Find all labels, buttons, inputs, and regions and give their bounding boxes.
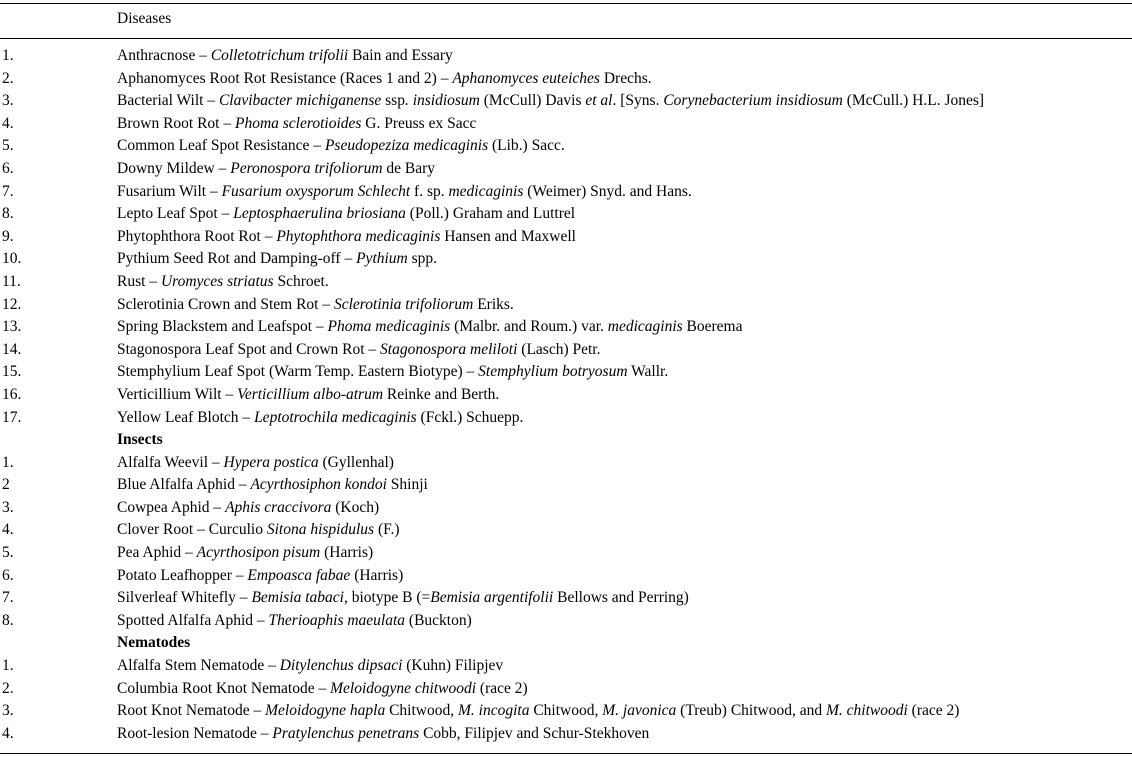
scientific-name: Phoma medicaginis: [327, 318, 451, 336]
table-row: [0, 519, 1132, 542]
table-row: [0, 678, 1132, 701]
scientific-name: Ditylenchus dipsaci: [279, 657, 403, 675]
text-segment: Rust –: [117, 272, 161, 290]
table-row: [0, 587, 1132, 610]
scientific-name: M. chitwoodi: [825, 702, 908, 720]
row-number: 1.: [2, 47, 14, 64]
table-row: [0, 203, 1132, 226]
text-segment: (Kuhn) Filipjev: [402, 657, 504, 675]
section-heading: Insects: [117, 431, 163, 449]
scientific-name: Sclerotinia trifoliorum: [333, 295, 474, 313]
row-number: 5.: [2, 137, 14, 155]
text-segment: Pea Aphid –: [117, 544, 197, 562]
scientific-name: Pseudopeziza medicaginis: [324, 137, 489, 155]
scientific-name: Bemisia argentifolii: [430, 589, 554, 607]
row-number: 5.: [2, 544, 14, 562]
row-number: 4.: [2, 114, 14, 132]
row-number: 14.: [2, 340, 22, 358]
scientific-name: Colletotrichum trifolii: [210, 47, 349, 64]
text-segment: Potato Leafhopper –: [117, 566, 248, 584]
row-text: [117, 452, 394, 474]
row-number: 7.: [2, 589, 14, 607]
row-text: [117, 723, 649, 745]
row-number: 2.: [2, 679, 14, 697]
row-text: [117, 294, 514, 316]
row-number: 4.: [2, 724, 14, 742]
text-segment: Eriks.: [473, 295, 514, 313]
text-segment: Stagonospora Leaf Spot and Crown Rot –: [117, 340, 381, 358]
table-row: [0, 474, 1132, 497]
table-top-rule: [0, 3, 1132, 4]
text-segment: (Poll.) Graham and Luttrel: [405, 205, 576, 223]
scientific-name: medicaginis: [607, 318, 683, 336]
row-text: [117, 158, 435, 180]
row-text: [117, 271, 329, 293]
text-segment: Aphanomyces Root Rot Resistance (Races 1 and 2) –: [117, 69, 453, 87]
scientific-name: et al: [585, 92, 613, 110]
row-text: [117, 90, 984, 112]
scientific-name: Stagonospora meliloti: [380, 340, 518, 358]
row-number: 7.: [2, 182, 14, 200]
row-text: [117, 135, 565, 157]
text-segment: (McCull) Davis: [479, 92, 586, 110]
scientific-name: Meloidogyne hapla: [265, 702, 386, 720]
row-text: [117, 655, 503, 677]
row-number: 1.: [2, 657, 14, 675]
table-row: [0, 542, 1132, 565]
text-segment: (Treub) Chitwood, and: [676, 702, 826, 720]
scientific-name: Leptotrochila medicaginis: [254, 408, 417, 426]
text-segment: Phytophthora Root Rot –: [117, 227, 277, 245]
table-row: [0, 384, 1132, 407]
row-text: [117, 203, 575, 225]
text-segment: Bellows and Perring): [553, 589, 689, 607]
text-segment: (Fckl.) Schuepp.: [416, 408, 524, 426]
text-segment: Alfalfa Stem Nematode –: [117, 657, 280, 675]
table-row: [0, 700, 1132, 723]
row-text: [117, 45, 453, 67]
text-segment: (Harris): [320, 544, 374, 562]
text-segment: (race 2): [907, 702, 960, 720]
row-number: 2.: [2, 69, 14, 87]
text-segment: Schroet.: [273, 272, 329, 290]
row-text: [117, 248, 437, 270]
text-segment: . [Syns.: [612, 92, 664, 110]
row-text: [117, 587, 689, 609]
row-number: 4.: [2, 521, 14, 539]
row-number: 3.: [2, 92, 14, 110]
text-segment: Verticillium Wilt –: [117, 385, 238, 403]
row-text: [117, 181, 692, 203]
table-row: [0, 610, 1132, 633]
text-segment: Chitwood,: [529, 702, 603, 720]
text-segment: f. sp.: [410, 182, 449, 200]
scientific-name: Aphanomyces euteiches: [452, 69, 600, 87]
row-text: [117, 519, 400, 541]
table-row: [0, 181, 1132, 204]
text-segment: (Koch): [331, 498, 380, 516]
table-row: [0, 316, 1132, 339]
text-segment: Bacterial Wilt –: [117, 92, 219, 110]
row-number: 13.: [2, 318, 22, 336]
table-row: [0, 248, 1132, 271]
row-number: 15.: [2, 363, 22, 381]
row-text: [117, 565, 403, 587]
text-segment: Shinji: [386, 476, 428, 494]
text-segment: G. Preuss ex Sacc: [361, 114, 477, 132]
scientific-name: Corynebacterium insidiosum: [663, 92, 843, 110]
table-row: [0, 339, 1132, 362]
text-segment: Downy Mildew –: [117, 159, 231, 177]
row-number: 2: [2, 476, 10, 494]
row-number: 3.: [2, 498, 14, 516]
text-segment: Spring Blackstem and Leafspot –: [117, 318, 328, 336]
text-segment: (Weimer) Snyd. and Hans.: [523, 182, 692, 200]
table-row: [0, 45, 1132, 68]
scientific-name: Clavibacter michiganense: [218, 92, 382, 110]
row-text: [117, 113, 476, 135]
table-row: [0, 723, 1132, 746]
scientific-name: Stemphylium botryosum: [478, 363, 628, 381]
table-row: [0, 135, 1132, 158]
row-number: 16.: [2, 385, 22, 403]
text-segment: Spotted Alfalfa Aphid –: [117, 611, 269, 629]
scientific-name: Acyrthosiphon kondoi: [250, 476, 387, 494]
text-segment: (Malbr. and Roum.) var.: [450, 318, 608, 336]
text-segment: Stemphylium Leaf Spot (Warm Temp. Eastern Biotype) –: [117, 363, 479, 381]
text-segment: spp.: [407, 250, 438, 268]
text-segment: (McCull.) H.L. Jones]: [842, 92, 985, 110]
row-number: 6.: [2, 159, 14, 177]
table-row: [0, 655, 1132, 678]
text-segment: , biotype B (=: [344, 589, 431, 607]
text-segment: Wallr.: [627, 363, 669, 381]
text-segment: Hansen and Maxwell: [440, 227, 576, 245]
row-text: [117, 497, 379, 519]
row-text: [117, 226, 576, 248]
scientific-name: Acyrthosipon pisum: [196, 544, 321, 562]
table-row: [0, 497, 1132, 520]
table-row: [0, 68, 1132, 91]
text-segment: Fusarium Wilt –: [117, 182, 222, 200]
row-number: 11.: [2, 272, 21, 290]
row-number: 3.: [2, 702, 14, 720]
scientific-name: Bemisia tabaci: [251, 589, 344, 607]
scientific-name: Leptosphaerulina briosiana: [233, 205, 406, 223]
table-row: [0, 361, 1132, 384]
table-bottom-rule: [0, 753, 1132, 754]
row-number: 6.: [2, 566, 14, 584]
text-segment: Root-lesion Nematode –: [117, 724, 273, 742]
scientific-name: Fusarium oxysporum Schlecht: [221, 182, 411, 200]
text-segment: Pythium Seed Rot and Damping-off –: [117, 250, 357, 268]
scientific-name: Empoasca fabae: [247, 566, 351, 584]
row-text: [117, 361, 668, 383]
row-text: [117, 610, 472, 632]
text-segment: (Lib.) Sacc.: [488, 137, 565, 155]
text-segment: Reinke and Berth.: [383, 385, 500, 403]
text-segment: Brown Root Rot –: [117, 114, 235, 132]
text-segment: (Lasch) Petr.: [517, 340, 601, 358]
table-header-rule: [0, 38, 1132, 39]
row-text: [117, 316, 743, 338]
table-body: [0, 45, 1132, 745]
row-text: [117, 678, 528, 700]
scientific-name: Sitona hispidulus: [266, 521, 375, 539]
text-segment: Root Knot Nematode –: [117, 702, 266, 720]
text-segment: Clover Root – Curculio: [117, 521, 267, 539]
row-text: [117, 542, 373, 564]
row-text: [117, 407, 523, 429]
text-segment: Alfalfa Weevil –: [117, 453, 224, 471]
text-segment: Yellow Leaf Blotch –: [117, 408, 255, 426]
row-number: 8.: [2, 205, 14, 223]
text-segment: Bain and Essary: [348, 47, 453, 64]
table-row: [0, 90, 1132, 113]
text-segment: Chitwood,: [385, 702, 458, 720]
row-text: [117, 339, 600, 361]
text-segment: (race 2): [476, 679, 528, 697]
row-number: 17.: [2, 408, 22, 426]
table-row: [0, 158, 1132, 181]
text-segment: Blue Alfalfa Aphid –: [117, 476, 251, 494]
column-header-diseases: Diseases: [117, 10, 172, 27]
text-segment: (Harris): [350, 566, 404, 584]
row-text: [117, 474, 428, 496]
row-number: 8.: [2, 611, 14, 629]
table-row: [0, 452, 1132, 475]
text-segment: Boerema: [682, 318, 743, 336]
scientific-name: Uromyces striatus: [160, 272, 274, 290]
section-heading: Nematodes: [117, 634, 191, 652]
table-row: [0, 271, 1132, 294]
text-segment: ssp: [381, 92, 405, 110]
row-number: 12.: [2, 295, 22, 313]
text-segment: Anthracnose –: [117, 47, 211, 64]
row-text: [117, 700, 959, 722]
scientific-name: Meloidogyne chitwoodi: [330, 679, 477, 697]
row-number: 9.: [2, 227, 14, 245]
table-row: [0, 294, 1132, 317]
text-segment: (Gyllenhal): [318, 453, 394, 471]
table-row: [0, 565, 1132, 588]
row-number: 10.: [2, 250, 22, 268]
scientific-name: M. incogita: [457, 702, 530, 720]
text-segment: (Buckton): [405, 611, 472, 629]
scientific-name: Therioaphis maeulata: [268, 611, 406, 629]
section-heading-row: [0, 632, 1132, 655]
scientific-name: Peronospora trifoliorum: [230, 159, 383, 177]
text-segment: de Bary: [382, 159, 436, 177]
scientific-name: Hypera postica: [223, 453, 319, 471]
scientific-name: . insidiosum: [404, 92, 480, 110]
row-number: 1.: [2, 453, 14, 471]
scientific-name: Pratylenchus penetrans: [272, 724, 420, 742]
table-row: [0, 407, 1132, 430]
scientific-name: Verticillium albo-atrum: [237, 385, 384, 403]
text-segment: Lepto Leaf Spot –: [117, 205, 234, 223]
table-row: [0, 226, 1132, 249]
scientific-name: Pythium: [356, 250, 408, 268]
text-segment: Sclerotinia Crown and Stem Rot –: [117, 295, 334, 313]
scientific-name: Aphis craccivora: [225, 498, 332, 516]
text-segment: Drechs.: [599, 69, 652, 87]
table-row: [0, 113, 1132, 136]
scientific-name: medicaginis: [448, 182, 524, 200]
scientific-name: Phytophthora medicaginis: [276, 227, 441, 245]
text-segment: Common Leaf Spot Resistance –: [117, 137, 325, 155]
text-segment: Cowpea Aphid –: [117, 498, 226, 516]
scientific-name: M. javonica: [602, 702, 677, 720]
row-text: [117, 384, 499, 406]
text-segment: Cobb, Filipjev and Schur-Stekhoven: [419, 724, 650, 742]
text-segment: Silverleaf Whitefly –: [117, 589, 252, 607]
row-text: [117, 68, 652, 90]
section-heading-row: [0, 429, 1132, 452]
scientific-name: Phoma sclerotioides: [234, 114, 362, 132]
text-segment: Columbia Root Knot Nematode –: [117, 679, 331, 697]
text-segment: (F.): [374, 521, 400, 539]
